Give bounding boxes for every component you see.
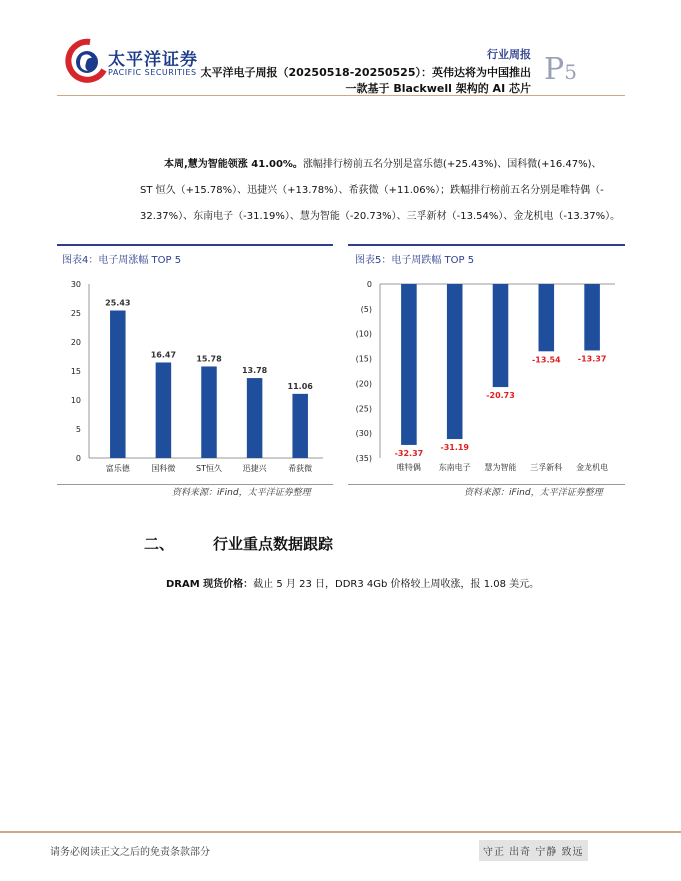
- chart1-y-tick-label: (30): [355, 429, 372, 439]
- chart0-category-label: 国科微: [151, 464, 176, 473]
- chart0-bar: [201, 366, 217, 458]
- company-motto: 守正 出奇 宁静 致远: [479, 840, 588, 861]
- report-title-line1: 太平洋电子周报（20250518-20250525）：英伟达将为中国推出: [200, 66, 531, 79]
- summary-line2: ST 恒久（+15.78%）、迅捷兴（+13.78%）、希荻微（+11.06%）；跌幅排行榜前五名分别是唯特偶（-: [140, 185, 604, 196]
- brand-name-cn: 太平洋证券: [108, 50, 198, 70]
- chart0-y-tick-label: 10: [70, 396, 81, 405]
- weekly-summary-paragraph: [140, 152, 628, 230]
- page-digit: 5: [564, 60, 577, 84]
- chart1-data-label: -32.37: [394, 448, 424, 458]
- chart0-category-label: 希荻微: [288, 464, 313, 473]
- section-number: 二、: [144, 535, 175, 553]
- chart1-data-label: -13.54: [531, 355, 561, 365]
- chart1-category-label: 三孚新科: [530, 463, 563, 472]
- chart0-data-label: 13.78: [241, 366, 268, 376]
- disclaimer: 请务必阅读正文之后的免责条款部分: [50, 847, 210, 858]
- page-number: [544, 52, 577, 87]
- chart1-data-label: -13.37: [577, 354, 607, 364]
- figure5-top-rule: [348, 244, 625, 246]
- chart1-bar: [401, 284, 417, 445]
- figure4-title: 图表4：电子周涨幅 TOP 5: [62, 255, 182, 266]
- chart1-category-label: 金龙机电: [576, 463, 609, 472]
- chart0-y-tick-label: 20: [70, 338, 81, 347]
- chart0-y-tick-label: 0: [75, 454, 81, 463]
- chart1-y-tick-label: (35): [355, 454, 372, 463]
- chart1-bar: [539, 284, 555, 351]
- chart0-bar: [110, 311, 126, 458]
- chart1-bar: [493, 284, 509, 387]
- figure5-title: 图表5：电子周跌幅 TOP 5: [355, 255, 475, 266]
- chart0-bar: [247, 378, 263, 458]
- chart1-data-label: -20.73: [486, 391, 515, 401]
- page-letter: P: [544, 52, 565, 87]
- chart0-category-label: ST恒久: [196, 464, 222, 473]
- footer-divider: [0, 831, 681, 833]
- figure5-source: 资料来源：iFind，太平洋证券整理: [464, 488, 603, 498]
- chart0-bar: [292, 394, 308, 458]
- header-divider: [57, 95, 625, 96]
- chart0-data-label: 15.78: [196, 354, 222, 364]
- chart0-y-tick-label: 30: [70, 280, 81, 289]
- chart1-category-label: 东南电子: [438, 463, 471, 472]
- chart1-y-tick-label: (25): [355, 404, 372, 414]
- chart0-data-label: 25.43: [105, 298, 131, 308]
- figure5-chart: [348, 270, 625, 482]
- summary-line1: 涨幅排行榜前五名分别是富乐德(+25.43%)、国科微(+16.47%)、: [302, 159, 602, 170]
- chart0-bar: [156, 362, 172, 458]
- dram-text: 截止 5 月 23 日，DDR3 4Gb 价格较上周收涨，报 1.08 美元。: [253, 579, 540, 590]
- figure4-chart: [57, 270, 333, 482]
- figure4-top-rule: [57, 244, 333, 246]
- dram-label: DRAM 现货价格：: [166, 579, 254, 590]
- chart1-bar: [584, 284, 600, 350]
- chart0-y-tick-label: 15: [70, 367, 81, 376]
- summary-lead: 本周,慧为智能领涨 41.00%。: [164, 159, 303, 170]
- chart0-category-label: 迅捷兴: [242, 464, 267, 473]
- report-type: 行业周报: [487, 48, 531, 61]
- chart1-y-tick-label: 0: [366, 280, 372, 289]
- chart0-data-label: 16.47: [150, 350, 177, 360]
- chart0-y-tick-label: 25: [70, 309, 81, 318]
- pacific-securities-logo: [64, 38, 108, 84]
- chart1-y-tick-label: (10): [355, 329, 372, 339]
- figure4-source: 资料来源：iFind，太平洋证券整理: [172, 488, 311, 498]
- chart0-data-label: 11.06: [287, 381, 313, 391]
- chart1-category-label: 唯特偶: [396, 463, 421, 472]
- report-title-line2: 一款基于 Blackwell 架构的 AI 芯片: [345, 82, 531, 95]
- brand-name-en: PACIFIC SECURITIES: [108, 68, 197, 77]
- chart1-y-tick-label: (15): [355, 354, 372, 364]
- dram-price-note: [166, 575, 539, 590]
- chart0-y-tick-label: 5: [75, 425, 81, 434]
- summary-line3: 32.37%）、东南电子（-31.19%）、慧为智能（-20.73%）、三孚新材（-13.54%）、金龙机电（-13.37%）。: [140, 211, 621, 222]
- chart1-y-tick-label: (20): [355, 379, 372, 389]
- chart1-category-label: 慧为智能: [484, 463, 517, 472]
- section-title: 行业重点数据跟踪: [213, 535, 334, 553]
- chart1-y-tick-label: (5): [360, 304, 372, 314]
- chart1-bar: [447, 284, 463, 439]
- chart1-data-label: -31.19: [440, 443, 470, 453]
- chart0-category-label: 富乐德: [105, 464, 130, 473]
